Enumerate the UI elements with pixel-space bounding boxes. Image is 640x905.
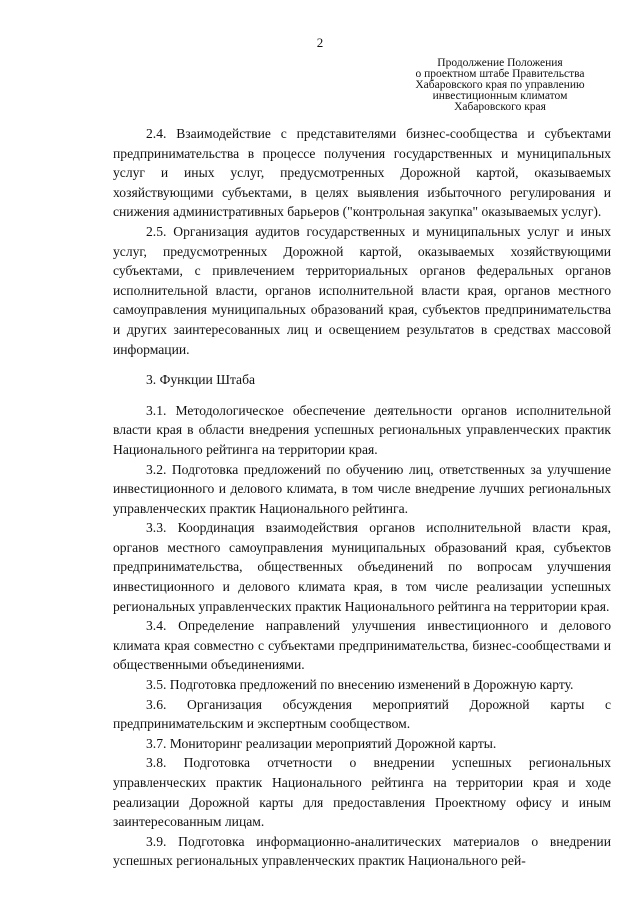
header-note-line: Хабаровского края по управлению: [415, 79, 585, 91]
document-body: [113, 124, 611, 871]
header-note-line: инвестиционным климатом: [432, 90, 568, 102]
paragraph-3-6: 3.6. Организация обсуждения мероприятий Дорожной карты с предпринимательским и экспертным сообществом.: [113, 696, 611, 732]
page-number: 2: [316, 35, 324, 50]
paragraph-3-1: 3.1. Методологическое обеспечение деятельности органов исполнительной власти края в области внедрения успешных региональных управленческих практик Национального рейтинга на территории края.: [113, 402, 611, 457]
paragraph-2-5: 2.5. Организация аудитов государственных и муниципальных услуг и иных услуг, предусмотренных Дорожной картой, оказываемых хозяйствующими субъектами, с привлечением территориальных органов федеральных органов исполнительной власти, органов исполнительной власти края, органов местного самоуправления муниципальных образований края, субъектов предпринимательства и других заинтересованных лиц и освещением результатов в средствах массовой информации.: [113, 223, 611, 357]
header-note-line: Хабаровского края: [454, 101, 546, 113]
header-note-line: Продолжение Положения: [437, 57, 563, 69]
header-note-line: о проектном штабе Правительства: [415, 68, 585, 80]
paragraph-3-5: 3.5. Подготовка предложений по внесению изменений в Дорожную карту.: [146, 677, 574, 693]
section-spacer: [113, 359, 611, 370]
header-note: [390, 58, 610, 113]
paragraph-3-3: 3.3. Координация взаимодействия органов исполнительной власти края, органов местного самоуправления муниципальных образований края, субъектов предпринимательства, общественных объединений по вопросам улучшения инвестиционного и делового климата края, в том числе реализации успешных региональных управленческих практик Национального рейтинга на территории края.: [113, 520, 611, 614]
paragraph-3-2: 3.2. Подготовка предложений по обучению лиц, ответственных за улучшение инвестиционного и делового климата, в том числе внедрение лучших региональных управленческих практик Национального рейтинга.: [113, 461, 611, 516]
paragraph-2-4: 2.4. Взаимодействие с представителями бизнес-сообщества и субъектами предпринимательства в процессе получения государственных и муниципальных услуг и иных услуг, предусмотренных Дорожной картой, оказываемых хозяйствующими субъектами, в целях выявления избыточного регулирования и снижения административных барьеров ("контрольная закупка" оказываемых услуг).: [113, 126, 611, 220]
paragraph-3-9: 3.9. Подготовка информационно-аналитических материалов о внедрении успешных региональных управленческих практик Национального рей-: [113, 833, 611, 869]
paragraph-3-8: 3.8. Подготовка отчетности о внедрении успешных региональных управленческих практик Национального рейтинга на территории края и ходе реализации Дорожной карты для предоставления Проектному офису и иным заинтересованным лицам.: [113, 755, 611, 830]
paragraph-3-4: 3.4. Определение направлений улучшения инвестиционного и делового климата края совместно с субъектами предпринимательства, бизнес-сообществами и общественными объединениями.: [113, 618, 611, 673]
paragraph-3-7: 3.7. Мониторинг реализации мероприятий Дорожной карты.: [146, 735, 497, 751]
section-3-title: 3. Функции Штаба: [146, 372, 256, 388]
section-spacer: [113, 390, 611, 401]
